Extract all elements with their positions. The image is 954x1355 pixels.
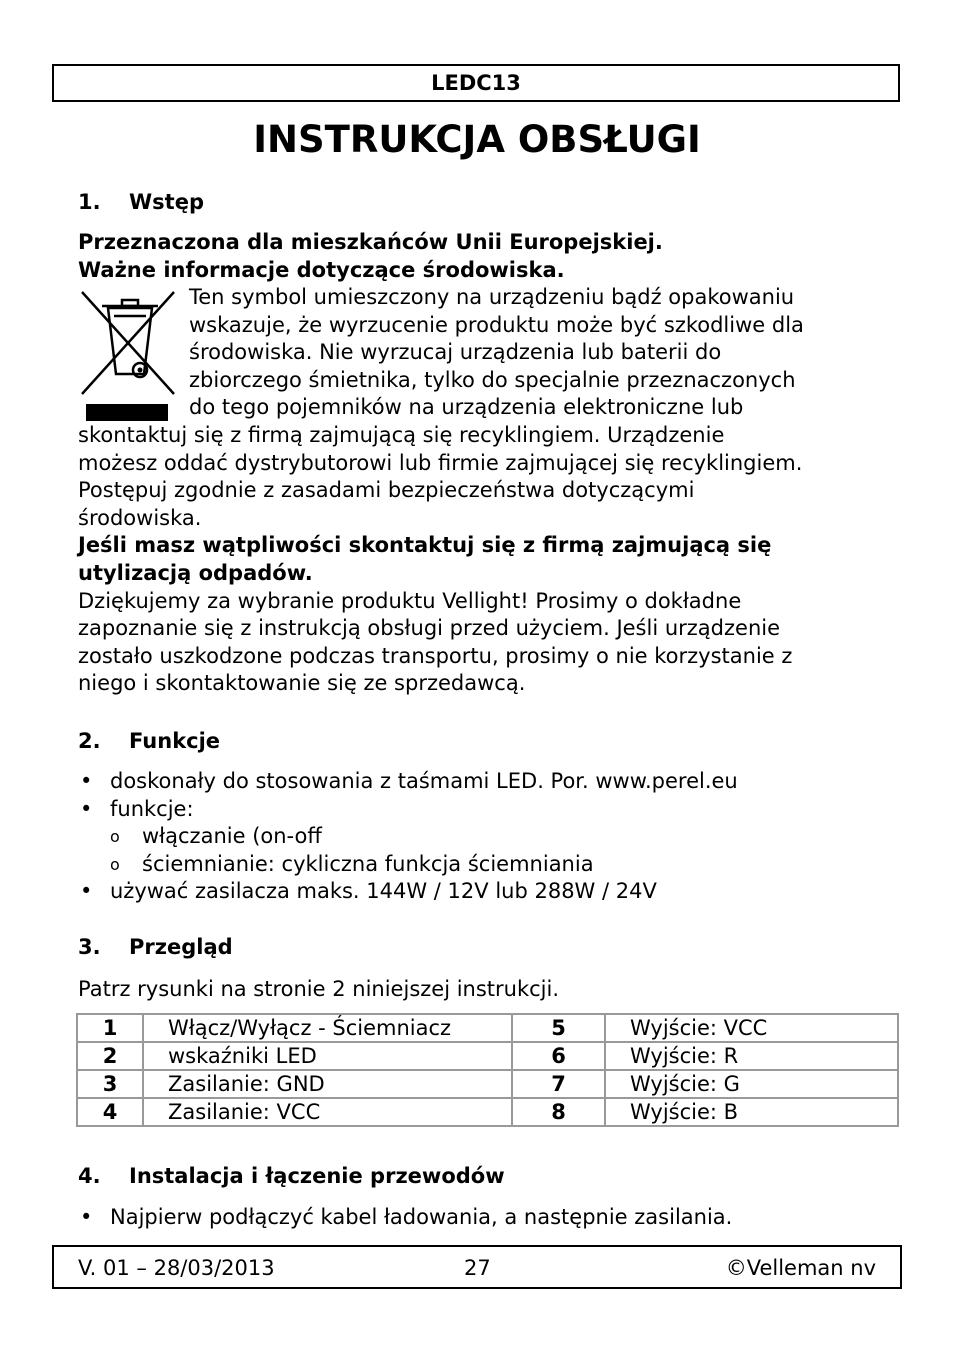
list-item-text: używać zasilacza maks. 144W / 12V lub 288W / 24V bbox=[110, 879, 657, 904]
weee-text-block bbox=[189, 284, 889, 422]
part-number: 2 bbox=[77, 1042, 143, 1070]
part-label: Zasilanie: VCC bbox=[143, 1098, 512, 1126]
thanks-line: niego i skontaktowanie się ze sprzedawcą. bbox=[78, 671, 526, 696]
circle-bullet-icon: o bbox=[110, 827, 120, 847]
document-header-model: LEDC13 bbox=[52, 64, 900, 102]
weee-line: do tego pojemników na urządzenia elektroniczne lub bbox=[189, 395, 744, 420]
environment-info-line: Ważne informacje dotyczące środowiska. bbox=[78, 258, 565, 282]
part-label: wskaźniki LED bbox=[143, 1042, 512, 1070]
part-label: Wyjście: B bbox=[605, 1098, 898, 1126]
section-title: Funkcje bbox=[129, 729, 221, 753]
list-item-text: włączanie (on-off bbox=[142, 824, 322, 849]
installation-list bbox=[78, 1204, 878, 1232]
weee-crossed-bin-icon bbox=[78, 286, 178, 421]
sub-list-item bbox=[78, 823, 878, 851]
weee-line: zbiorczego śmietnika, tylko do specjalnie przeznaczonych bbox=[189, 367, 796, 392]
weee-continuation bbox=[78, 422, 878, 698]
thanks-line: zapoznanie się z instrukcją obsługi przed użyciem. Jeśli urządzenie bbox=[78, 616, 781, 641]
part-number: 1 bbox=[77, 1014, 143, 1042]
parts-table bbox=[76, 1013, 899, 1127]
section-2-heading bbox=[78, 727, 220, 755]
part-label: Zasilanie: GND bbox=[143, 1070, 512, 1098]
circle-bullet-icon: o bbox=[110, 854, 120, 874]
part-label: Włącz/Wyłącz - Ściemniacz bbox=[143, 1014, 512, 1042]
thanks-line: zostało uszkodzone podczas transportu, prosimy o nie korzystanie z bbox=[78, 643, 793, 668]
list-item-text: doskonały do stosowania z taśmami LED. Por. www.perel.eu bbox=[110, 769, 738, 793]
part-number: 5 bbox=[512, 1014, 605, 1042]
section-number: 3. bbox=[78, 935, 101, 959]
footer-page-number: 27 bbox=[464, 1256, 491, 1280]
features-list bbox=[78, 768, 878, 906]
section-1-heading bbox=[78, 188, 204, 216]
section-title: Instalacja i łączenie przewodów bbox=[129, 1164, 505, 1188]
weee-cont-line: możesz oddać dystrybutorowi lub firmie zajmującej się recyklingiem. bbox=[78, 450, 803, 475]
list-item bbox=[78, 878, 878, 906]
table-row bbox=[77, 1070, 898, 1098]
thanks-line: Dziękujemy za wybranie produktu Vellight! Prosimy o dokładne bbox=[78, 588, 742, 613]
doubt-line: utylizacją odpadów. bbox=[78, 560, 313, 585]
weee-line: środowiska. Nie wyrzucaj urządzenia lub baterii do bbox=[189, 340, 722, 365]
list-item-text: funkcje: bbox=[110, 796, 194, 821]
bullet-icon: • bbox=[80, 796, 93, 821]
list-item bbox=[78, 768, 878, 796]
page-title: INSTRUKCJA OBSŁUGI bbox=[253, 118, 701, 161]
section-number: 2. bbox=[78, 729, 101, 753]
list-item-text: Najpierw podłączyć kabel ładowania, a następnie zasilania. bbox=[110, 1205, 733, 1229]
part-label: Wyjście: R bbox=[605, 1042, 898, 1070]
section-title: Wstęp bbox=[129, 190, 204, 214]
section-4-heading bbox=[78, 1162, 505, 1190]
weee-line: Ten symbol umieszczony na urządzeniu bądź opakowaniu bbox=[189, 285, 795, 309]
weee-cont-line: skontaktuj się z firmą zajmującą się recyklingiem. Urządzenie bbox=[78, 423, 725, 447]
section-title: Przegląd bbox=[129, 935, 233, 959]
bullet-icon: • bbox=[80, 879, 93, 904]
overview-intro: Patrz rysunki na stronie 2 niniejszej instrukcji. bbox=[78, 977, 560, 1001]
bullet-icon: • bbox=[80, 1205, 93, 1229]
part-number: 8 bbox=[512, 1098, 605, 1126]
part-label: Wyjście: G bbox=[605, 1070, 898, 1098]
weee-cont-line: środowiska. bbox=[78, 505, 202, 530]
table-row bbox=[77, 1014, 898, 1042]
document-footer bbox=[52, 1245, 902, 1289]
list-item-text: ściemnianie: cykliczna funkcja ściemniania bbox=[142, 851, 594, 876]
part-number: 6 bbox=[512, 1042, 605, 1070]
list-item bbox=[78, 1204, 878, 1232]
table-row bbox=[77, 1042, 898, 1070]
eu-residents-line: Przeznaczona dla mieszkańców Unii Europejskiej. bbox=[78, 230, 663, 254]
part-number: 4 bbox=[77, 1098, 143, 1126]
table-row bbox=[77, 1098, 898, 1126]
doubt-line: Jeśli masz wątpliwości skontaktuj się z firmą zajmującą się bbox=[78, 533, 772, 558]
sub-list-item bbox=[78, 851, 878, 879]
section-3-heading bbox=[78, 933, 233, 961]
weee-cont-line: Postępuj zgodnie z zasadami bezpieczeństwa dotyczącymi bbox=[78, 478, 695, 503]
weee-line: wskazuje, że wyrzucenie produktu może być szkodliwe dla bbox=[189, 312, 804, 337]
part-number: 7 bbox=[512, 1070, 605, 1098]
bullet-icon: • bbox=[80, 769, 93, 793]
part-label: Wyjście: VCC bbox=[605, 1014, 898, 1042]
part-number: 3 bbox=[77, 1070, 143, 1098]
footer-copyright: ©Velleman nv bbox=[725, 1256, 876, 1280]
list-item bbox=[78, 796, 878, 824]
footer-version: V. 01 – 28/03/2013 bbox=[78, 1256, 275, 1280]
section-number: 1. bbox=[78, 190, 101, 214]
section-number: 4. bbox=[78, 1164, 101, 1188]
